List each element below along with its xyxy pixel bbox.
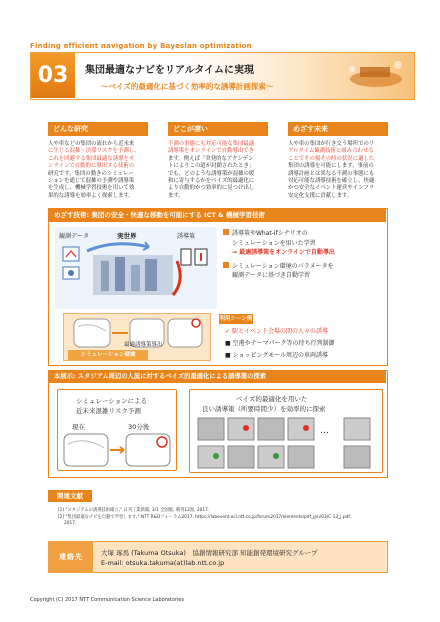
- text-line: でも、どのような誘導策が混雑の緩: [168, 170, 255, 177]
- text-line: 人や車の集団が行き交う場所でのリ: [288, 141, 375, 147]
- right-title-1: ベイズ的最適化を用いた: [236, 395, 308, 403]
- sim-label: シミュレーション環境: [68, 350, 148, 360]
- text-line: トによりこの道が封鎖されたとき」: [168, 163, 255, 170]
- city-photo-icon: [57, 241, 215, 307]
- text-line: 果的な誘導を効率よく探索します。: [48, 192, 134, 199]
- obs-label: 観測データ: [59, 233, 90, 240]
- text-line: アルタイム観測技術と組み合わせる: [288, 148, 374, 155]
- text-line: かつ安全なイベント運営やインフラ: [288, 185, 375, 192]
- text-line: 対応可能な誘導技術を確立し、快適: [288, 178, 375, 185]
- usage-item: ✓ 駅とイベント会場の間の人々の誘導: [225, 328, 328, 335]
- header-en-title: Finding efficient navigation by Bayesian optimization: [30, 42, 252, 50]
- stadium-illustration-icon: [340, 57, 410, 95]
- text-line: 研究です。集団の動きのシミュレー: [48, 170, 134, 177]
- column-body-research: [48, 141, 152, 200]
- simulation-box: [63, 313, 211, 361]
- bullet-item: 誘導策やWhat-ifシナリオの: [223, 229, 308, 238]
- ellipsis: …: [320, 426, 329, 436]
- text-line: 集団の誘導を可能にします。事前の: [288, 163, 374, 170]
- usage-item: ■ ショッピングモール周辺の車両誘導: [225, 352, 328, 359]
- text-line: これを回避する集団最適な誘導をオ: [48, 155, 135, 162]
- guide-label: 誘導策: [177, 233, 196, 240]
- text-line: 人や車などの集団の流れから近未来: [48, 141, 135, 147]
- realworld-diagram: [55, 227, 217, 309]
- bullet-square-icon: [223, 229, 229, 235]
- text-line: ことでその場その時の状況に適した: [288, 155, 375, 162]
- left-title-1: シミュレーションによる: [76, 397, 148, 405]
- copyright: Copyright (C) 2017 NTT Communication Science Laboratories: [30, 597, 184, 603]
- usage-heading: 利用シーン例: [219, 316, 253, 322]
- bullet-line: シミュレーションを用いた学習: [232, 240, 316, 247]
- refs-heading: 関連文献: [48, 490, 92, 502]
- risk-prediction-box: [57, 389, 177, 471]
- contact-label: 連絡先: [49, 542, 93, 572]
- tech-heading: めざす技術: 集団の安全・快適な移動を可能にする ICT & 機械学習技術: [49, 209, 386, 222]
- column-heading-future: めざす未来: [288, 122, 388, 136]
- derive-label: 最適誘導策導出: [124, 342, 163, 348]
- ref-item: [1] "スタジアムの誘導技術確立," 日刊工業新聞, 3/1 全国版, 朝刊12面, 2017.: [58, 508, 210, 513]
- ref-item: 2017.: [64, 521, 77, 526]
- later-label: 30分後: [128, 423, 150, 431]
- contact-email[interactable]: E-mail: otsuka.takuma(at)lab.ntt.co.jp: [101, 559, 225, 567]
- bayes-search-box: [189, 389, 383, 473]
- now-label: 現在: [72, 423, 85, 431]
- page-subtitle: ～ベイズ的最適化に基づく効率的な誘導計画探索～: [101, 82, 274, 91]
- text-line: を生成し、機械学習技術を用いて効: [48, 185, 135, 192]
- bullet-item: シミュレーション環境のパラメータを: [223, 261, 333, 270]
- text-line: 誘導計画とは異なる不測の事態にも: [288, 170, 375, 177]
- page-title: 集団最適なナビをリアルタイムに実現: [85, 65, 254, 76]
- contact-panel: [48, 541, 388, 573]
- risk-maps-icon: [62, 432, 174, 468]
- text-line: ンラインで自動的に導出する技術の: [48, 163, 135, 170]
- text-line: ションを通じて混雑の予測や誘導策: [48, 178, 135, 185]
- bullet-square-icon: [223, 262, 229, 268]
- title-banner: [30, 52, 415, 100]
- usage-panel: [219, 314, 381, 364]
- usage-item: ■ 空港やテーマパーク等の待ち行列制御: [225, 340, 335, 347]
- text-line: 和に寄与するかをベイズ的最適化に: [168, 178, 255, 185]
- text-line: ます。: [168, 192, 184, 199]
- right-title-2: 良い誘導策（所要時間少）を効率的に探索: [202, 405, 326, 413]
- column-heading-strength: どこが凄い: [168, 122, 268, 136]
- column-body-strength: [168, 141, 272, 200]
- text-line: 不測の事態にも対応可能な集団最適: [168, 141, 255, 147]
- text-line: に生じる混雑・渋滞リスクを予測し、: [48, 148, 140, 155]
- exhibit-heading: 本展示: スタジアム周辺の人流に対するベイズ的最適化による誘導策の探索: [49, 371, 386, 383]
- left-title-2: 近未来混雑リスク予測: [76, 407, 141, 415]
- text-line: 安定化支援に貢献します。: [288, 192, 353, 199]
- bullet-line: 観測データに基づき自動学習: [232, 272, 311, 279]
- ref-item: [2] "集団最適なナビを自動で学習します," NTT R&Dフォーラム2017. https://labevent.ecl.ntt.co.jp/forum2017/elements/pdf_jpn/03/C-13_j.pdf,: [58, 514, 352, 520]
- candidate-maps-icon: [196, 416, 378, 470]
- real-label: 実世界: [117, 232, 137, 240]
- exhibit-panel: [48, 370, 388, 478]
- bullet-line: → 最適誘導策をオンラインで自動導出: [232, 249, 335, 256]
- column-body-future: [288, 141, 392, 200]
- contact-name: 大塚 琢馬 (Takuma Otsuka) 協創情報研究部 知能創発環境研究グループ: [101, 549, 318, 557]
- section-number: 03: [31, 53, 75, 98]
- text-line: 誘導策をオンラインで自動導出でき: [168, 148, 255, 155]
- text-line: より自動的かつ効率的に見つけ出し: [168, 185, 255, 192]
- refs-list: [58, 508, 351, 528]
- text-line: ます。例えば「突発的なアクシデン: [168, 155, 254, 162]
- column-heading-research: どんな研究: [48, 122, 148, 136]
